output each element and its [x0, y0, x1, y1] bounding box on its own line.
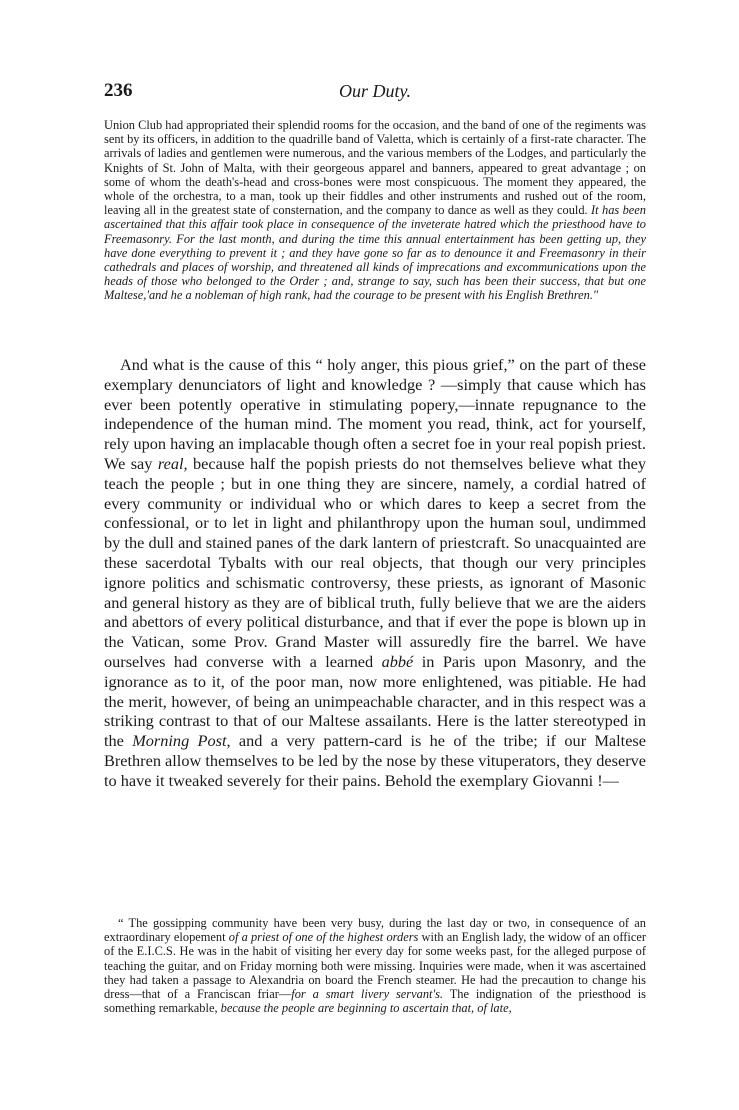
body-text-part: because half the popish priests do not themselves believe what they teach the people ; but in one thing they are sincere, namely, a cordial hatred of every community or individual who or which dares to keep a secret from the confessional, or to let in light and philanthropy upon the human soul, undimmed by the dull and stained panes of the dark lantern of priestcraft. So unacquainted are these sacerdotal Tybalts with our real objects, that though our very principles ignore politics and schismatic controversy, these priests, as ignorant of Masonic and general history as they are of biblical truth, fully believe that we are the aiders and abettors of every political disturbance, and that if ever the pope is blown up in the Vatican, some Prov. Grand Master will assuredly fire the barrel. We have ourselves had converse with a learned	[104, 453, 647, 671]
quoted-report-bottom	[104, 916, 646, 1015]
quote-text: “ The gossipping community have been very busy, during the last day or two, in consequence of an extraordinary elopement	[104, 916, 646, 945]
body-text-part: And what is the cause of this “ holy anger, this pious grief,” on the part of these exemplary denunciators of light and knowledge ? —simply that cause which has ever been potently operative in stimulating popery,—innate repugnance to the independence of the human mind. The moment you read, think, act for yourself, rely upon having an implacable though often a secret foe in your real popish priest. We say	[104, 355, 646, 473]
body-text-part: and a very pattern-card is he of the tribe; if our Maltese Brethren allow themselves to be led by the nose by these vituperators, they deserve to have it tweaked severely for their pains. Behold the exemplary Giovanni !—	[104, 731, 646, 790]
quote-text: with an English lady, the widow of an officer of the E.I.C.S. He was in the habit of visiting her every day for some weeks past, for the alleged purpose of teaching the guitar, and on Friday morning both were missing. Inquiries were made, when it was ascertained they had taken a passage to Alexandria on board the French steamer. He had the precaution to change his dress—that of a Franciscan friar—	[104, 930, 646, 1002]
body-italic-morning-post: Morning Post,	[132, 731, 231, 751]
quote-paragraph	[104, 118, 646, 303]
quote-italic-text: because the people are beginning to ascertain that, of late,	[220, 1001, 512, 1016]
page-header	[104, 80, 646, 106]
body-text	[104, 355, 646, 791]
body-italic-real: real,	[157, 453, 188, 473]
quote-paragraph	[104, 916, 646, 1015]
quote-italic-text: It has been ascertained that this affair took place in consequence of the inveterate hatred which the priesthood have to Freemasonry. For the last month, and during the time this annual entertainment has been getting up, they have done everything to prevent it ; and they have gone so far as to denounce it and Freemasonry in their cathedrals and places of worship, and threatened all kinds of imprecations and excommunications upon the heads of those who belonged to the Order ; and, strange to say, such has been their success, that but one Maltese,'and he a nobleman of high rank, had the courage to be present with his English Brethren."	[104, 203, 646, 303]
quote-italic-text: of a priest of one of the highest orders	[228, 930, 419, 945]
body-paragraph	[104, 355, 646, 791]
quote-italic-text: for a smart livery servant's.	[291, 987, 444, 1002]
quoted-report-top	[104, 118, 646, 303]
body-text-part: in Paris upon Masonry, and the ignorance as to it, of the poor man, now more enlightened, was pitiable. He had the merit, however, of being an unimpeachable character, and in this respect was a striking contrast to that of our Maltese assailants. Here is the latter stereotyped in the	[104, 651, 647, 751]
body-italic-abbe: abbé	[381, 651, 414, 671]
quote-text: Union Club had appropriated their splendid rooms for the occasion, and the band of one of the regiments was sent by its officers, in addition to the quadrille band of Valetta, which is certainly of a first-rate character. The arrivals of ladies and gentlemen were numerous, and the various members of the Lodges, and particularly the Knights of St. John of Malta, with their georgeous apparel and banners, appeared to great advantage ; on some of whom the death's-head and cross-bones were most conspicuous. The moment they appeared, the whole of the orchestra, to a man, took up their fiddles and other instruments and rushed out of the room, leaving all in the greatest state of consternation, and the company to dance as well as they could.	[104, 118, 646, 218]
page-number: 236	[104, 80, 133, 101]
running-title: Our Duty.	[339, 81, 411, 101]
quote-text: The indignation of the priesthood is something remarkable,	[104, 987, 646, 1016]
